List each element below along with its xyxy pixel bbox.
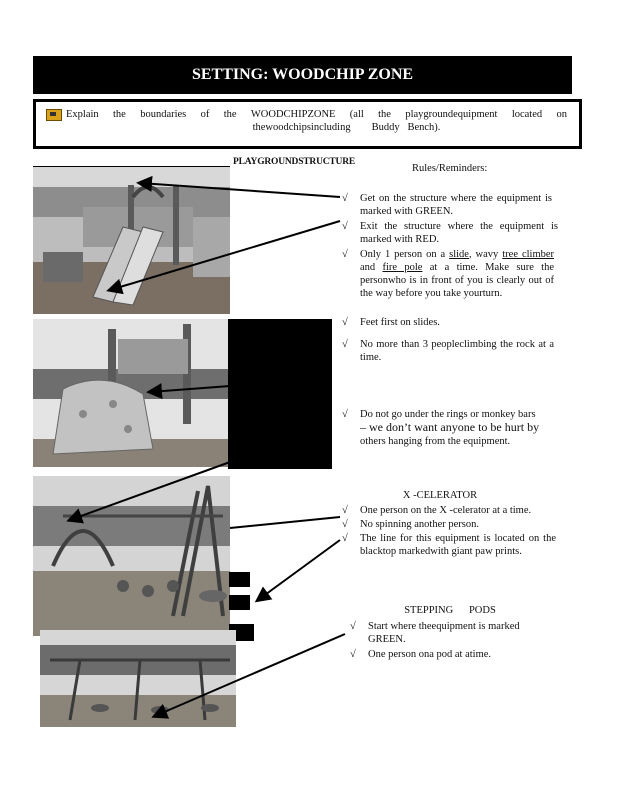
rule-item (342, 192, 552, 218)
rock-climber-photo (33, 319, 233, 467)
check-mark-icon: √ (342, 193, 348, 204)
check-mark-icon: √ (342, 505, 348, 516)
slide-link: slide (449, 249, 469, 260)
explain-word: boundaries (140, 109, 187, 120)
check-mark-icon: √ (342, 519, 348, 530)
rule-item (342, 532, 556, 558)
rule-text: Only 1 person on a slide, wavy tree climber and fire pole at a time. Make sure the personwho is in front of you is clearly out of the way before you take yourturn. (360, 249, 555, 299)
stepping-pods-photo (40, 630, 236, 727)
x-celerator-title: X -CELERATOR (402, 490, 478, 501)
rule-text: One person on the X -celerator at a time. (360, 505, 532, 516)
explain-word: the (113, 109, 126, 120)
playground-structure-photo (33, 166, 230, 314)
check-mark-icon: √ (350, 621, 356, 632)
check-mark-icon: √ (350, 649, 356, 660)
explain-word: located (511, 109, 543, 120)
rule-text: No spinning another person. (360, 519, 479, 530)
xcel-photo-drawing (33, 476, 230, 636)
black-redaction-block (229, 595, 250, 610)
rock-photo-drawing (33, 319, 233, 467)
arrow-line (258, 540, 340, 600)
explain-word: on (556, 109, 567, 120)
rule-item (342, 408, 554, 448)
check-mark-icon: √ (342, 409, 348, 420)
explain-line-1 (46, 108, 567, 121)
pods-photo-drawing (40, 630, 236, 727)
fire-pole-link: fire pole (382, 262, 423, 273)
rule-text: One person ona pod at atime. (368, 649, 492, 660)
rule-item (342, 504, 554, 517)
x-celerator-photo (33, 476, 230, 636)
rule-text: Feet first on slides. (360, 317, 440, 328)
structure-photo-drawing (33, 167, 230, 314)
explain-word: the (223, 109, 237, 120)
explain-word: WOODCHIPZONE (250, 109, 336, 120)
check-mark-icon: √ (342, 317, 348, 328)
explain-line-2: thewoodchipsincluding Buddy Bench). (252, 122, 441, 133)
rule-text: Do not go under the rings or monkey bars – we don’t want anyone to be hurt by others hanging from the equipment. (360, 409, 540, 447)
explain-word: (all (349, 109, 364, 120)
rule-item (342, 338, 554, 364)
rule-item (342, 518, 554, 531)
check-mark-icon: √ (342, 533, 348, 544)
rule-text: Get on the structure where the equipment is marked with GREEN. (360, 193, 552, 217)
rule-text: No more than 3 peopleclimbing the rock at a time. (360, 339, 554, 363)
rule-item (342, 316, 554, 329)
black-redaction-block (228, 319, 332, 469)
hand-pointer-icon (46, 109, 62, 121)
explain-word: of (200, 109, 210, 120)
explain-box (33, 99, 582, 149)
rule-text: Exit the structure where the equipment is marked with RED. (360, 221, 558, 245)
rule-item (350, 620, 540, 646)
tree-climber-link: tree climber (502, 249, 555, 260)
explain-word: the (378, 109, 391, 120)
rule-item (350, 648, 540, 661)
rule-text: Start where theequipment is marked GREEN. (368, 621, 520, 645)
structure-header: PLAYGROUNDSTRUCTURE (233, 157, 356, 167)
arrow-line (230, 517, 340, 528)
black-redaction-block (229, 572, 250, 587)
check-mark-icon: √ (342, 249, 348, 260)
explain-word: Explain (46, 108, 99, 121)
page-title: SETTING: WOODCHIP ZONE (191, 66, 414, 83)
check-mark-icon: √ (342, 339, 348, 350)
rules-title: Rules/Reminders: (412, 163, 488, 174)
explain-word: playgroundequipment (405, 109, 498, 120)
check-mark-icon: √ (342, 221, 348, 232)
rule-item (342, 220, 558, 246)
stepping-pods-title: STEPPING PODS (404, 605, 496, 616)
page-title-bar (33, 56, 572, 94)
rule-item (342, 248, 554, 300)
rule-text: The line for this equipment is located on the blacktop markedwith giant paw prints. (360, 533, 556, 557)
